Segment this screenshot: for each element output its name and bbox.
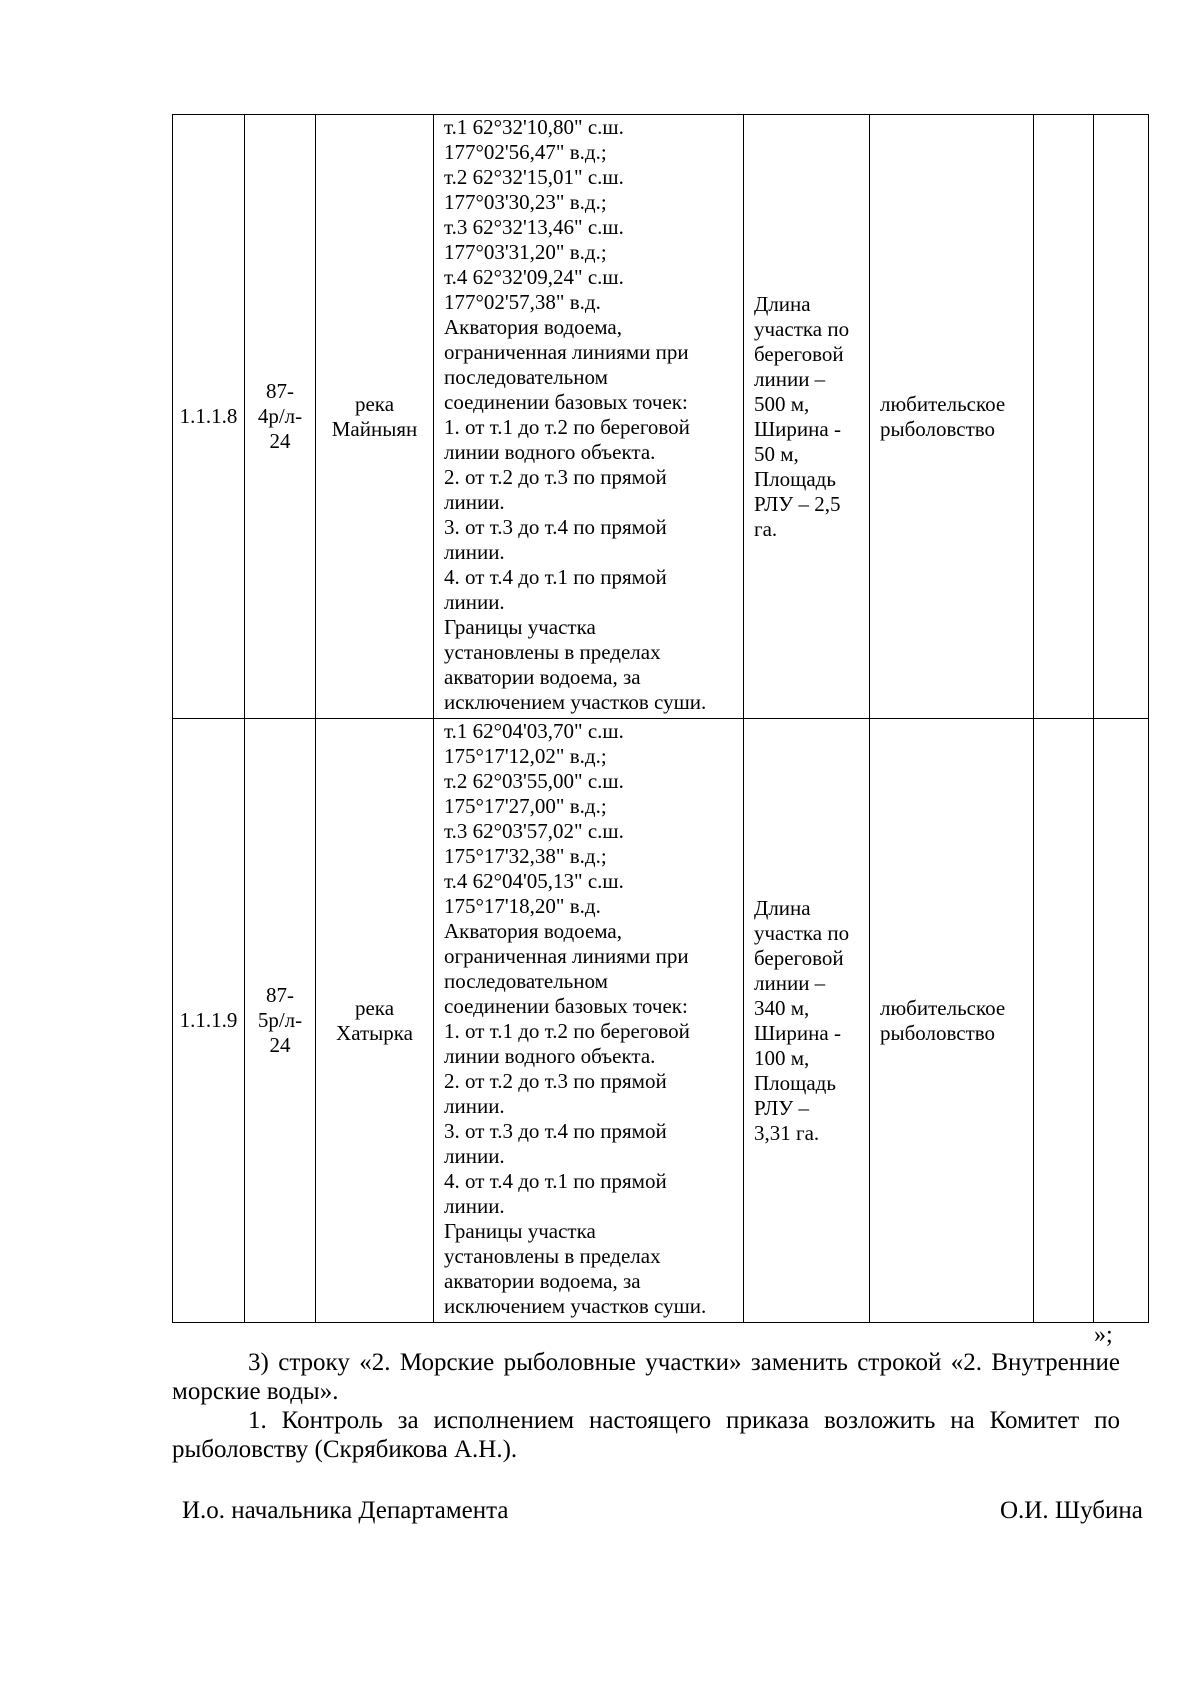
cell-fishing-type (870, 115, 1034, 719)
cell-area-code-line: 87- (266, 983, 294, 1007)
cell-boundaries-line: 1. от т.1 до т.2 по береговой (444, 415, 690, 439)
cell-dimensions-line: 3,31 га. (754, 1120, 820, 1145)
cell-boundaries-line: 175°17'18,20" в.д. (444, 894, 601, 918)
paragraph-item-1: 1. Контроль за исполнением настоящего приказа возложить на Комитет по рыболовству (Скрябикова А.Н.). (172, 1407, 1120, 1463)
cell-dimensions-line: Ширина - (754, 416, 841, 441)
cell-dimensions-line: 340 м, (754, 995, 810, 1020)
cell-boundaries-line: 177°02'57,38" в.д. (444, 290, 601, 314)
cell-boundaries-line: линии водного объекта. (444, 1044, 656, 1068)
cell-boundaries-line: ограниченная линиями при (444, 340, 689, 364)
cell-boundaries-line: т.1 62°32'10,80" с.ш. (444, 115, 624, 139)
cell-boundaries-line: т.1 62°04'03,70" с.ш. (444, 719, 624, 743)
cell-boundaries-line: т.4 62°04'05,13" с.ш. (444, 869, 624, 893)
cell-water-body-line: река (354, 995, 395, 1020)
closing-quote-mark: »; (1094, 1322, 1113, 1348)
cell-area-code (245, 115, 316, 719)
cell-boundaries-line: установлены в пределах (444, 1244, 661, 1268)
cell-dimensions-line: участка по (754, 316, 850, 341)
cell-boundaries-line: т.2 62°03'55,00" с.ш. (444, 769, 624, 793)
cell-boundaries (434, 719, 744, 1323)
cell-boundaries-line: 4. от т.4 до т.1 по прямой (444, 1169, 667, 1193)
cell-boundaries-line: Границы участка (444, 1219, 596, 1243)
cell-boundaries-line: исключением участков суши. (444, 1294, 707, 1318)
cell-boundaries (434, 115, 744, 719)
cell-boundaries-line: т.3 62°32'13,46" с.ш. (444, 215, 624, 239)
cell-dimensions-line: 100 м, (754, 1045, 810, 1070)
cell-boundaries-line: 175°17'32,38" в.д.; (444, 844, 607, 868)
cell-water-body-line: Хатырка (336, 1020, 413, 1045)
cell-dimensions-line: РЛУ – 2,5 (754, 491, 841, 516)
cell-boundaries-line: 177°02'56,47" в.д.; (444, 140, 607, 164)
cell-boundaries-line: соединении базовых точек: (444, 994, 688, 1018)
cell-empty (1034, 115, 1094, 719)
cell-boundaries-line: установлены в пределах (444, 640, 661, 664)
cell-boundaries-line: 1. от т.1 до т.2 по береговой (444, 1019, 690, 1043)
cell-area-code-line: 24 (269, 1033, 291, 1057)
cell-dimensions-line: Длина (754, 291, 811, 316)
cell-boundaries-line: последовательном (444, 969, 608, 993)
cell-boundaries-line: линии. (444, 1094, 505, 1118)
cell-boundaries-line: акватории водоема, за (444, 1269, 641, 1293)
cell-boundaries-line: 4. от т.4 до т.1 по прямой (444, 565, 667, 589)
cell-dimensions-line: береговой (754, 945, 844, 970)
cell-boundaries-line: 177°03'31,20" в.д.; (444, 240, 607, 264)
cell-dimensions-line: Площадь (754, 1070, 836, 1095)
cell-boundaries-line: Акватория водоема, (444, 919, 622, 943)
cell-row-number: 1.1.1.9 (173, 719, 245, 1323)
cell-boundaries-line: т.2 62°32'15,01" с.ш. (444, 165, 624, 189)
cell-dimensions-line: участка по (754, 920, 850, 945)
cell-dimensions-line: 50 м, (754, 441, 799, 466)
cell-empty (1094, 115, 1149, 719)
cell-boundaries-line: линии. (444, 1194, 505, 1218)
cell-dimensions-line: Ширина - (754, 1020, 841, 1045)
cell-dimensions (744, 115, 870, 719)
cell-boundaries-line: линии. (444, 590, 505, 614)
table-body (173, 115, 1149, 1323)
cell-boundaries-line: линии. (444, 490, 505, 514)
signatory-name: О.И. Шубина (1000, 1497, 1143, 1524)
cell-boundaries-line: линии. (444, 540, 505, 564)
cell-boundaries-line: акватории водоема, за (444, 665, 641, 689)
cell-boundaries-line: 175°17'27,00" в.д.; (444, 794, 607, 818)
cell-water-body (316, 719, 434, 1323)
cell-area-code (245, 719, 316, 1323)
cell-water-body-line: река (354, 391, 395, 416)
cell-boundaries-line: 177°03'30,23" в.д.; (444, 190, 607, 214)
cell-dimensions-line: линии – (754, 970, 826, 995)
cell-dimensions-line: линии – (754, 366, 826, 391)
cell-boundaries-line: Границы участка (444, 615, 596, 639)
cell-dimensions (744, 719, 870, 1323)
cell-empty (1034, 719, 1094, 1323)
table-row (173, 115, 1149, 719)
cell-water-body (316, 115, 434, 719)
cell-area-code-line: 24 (269, 429, 291, 453)
cell-boundaries-line: последовательном (444, 365, 608, 389)
cell-dimensions-line: Длина (754, 895, 811, 920)
fishing-areas-table (172, 114, 1149, 1323)
cell-boundaries-line: Акватория водоема, (444, 315, 622, 339)
cell-dimensions-line: РЛУ – (754, 1095, 809, 1120)
cell-boundaries-line: 3. от т.3 до т.4 по прямой (444, 1119, 667, 1143)
cell-area-code-line: 4р/л- (257, 404, 303, 428)
cell-dimensions-line: Площадь (754, 466, 836, 491)
cell-dimensions-line: га. (754, 516, 778, 541)
cell-boundaries-line: т.4 62°32'09,24" с.ш. (444, 265, 624, 289)
cell-boundaries-line: соединении базовых точек: (444, 390, 688, 414)
cell-boundaries-line: 2. от т.2 до т.3 по прямой (444, 465, 667, 489)
cell-fishing-type (870, 719, 1034, 1323)
cell-area-code-line: 87- (266, 379, 294, 403)
cell-area-code-line: 5р/л- (257, 1008, 303, 1032)
table-row (173, 719, 1149, 1323)
cell-row-number: 1.1.1.8 (173, 115, 245, 719)
cell-boundaries-line: т.3 62°03'57,02" с.ш. (444, 819, 624, 843)
cell-water-body-line: Майныян (331, 416, 418, 441)
cell-boundaries-line: 3. от т.3 до т.4 по прямой (444, 515, 667, 539)
cell-fishing-type-line: любительское (880, 391, 1006, 416)
cell-boundaries-line: 175°17'12,02" в.д.; (444, 744, 607, 768)
cell-fishing-type-line: любительское (880, 995, 1006, 1020)
cell-boundaries-line: исключением участков суши. (444, 690, 707, 714)
cell-boundaries-line: ограниченная линиями при (444, 944, 689, 968)
cell-boundaries-line: линии. (444, 1144, 505, 1168)
cell-dimensions-line: 500 м, (754, 391, 810, 416)
cell-empty (1094, 719, 1149, 1323)
paragraph-item-3: 3) строку «2. Морские рыболовные участки» заменить строкой «2. Внутренние морские воды». (172, 1349, 1120, 1405)
cell-boundaries-line: линии водного объекта. (444, 440, 656, 464)
cell-fishing-type-line: рыболовство (880, 416, 996, 441)
cell-boundaries-line: 2. от т.2 до т.3 по прямой (444, 1069, 667, 1093)
signatory-position: И.о. начальника Департамента (182, 1497, 509, 1524)
cell-fishing-type-line: рыболовство (880, 1020, 996, 1045)
cell-dimensions-line: береговой (754, 341, 844, 366)
